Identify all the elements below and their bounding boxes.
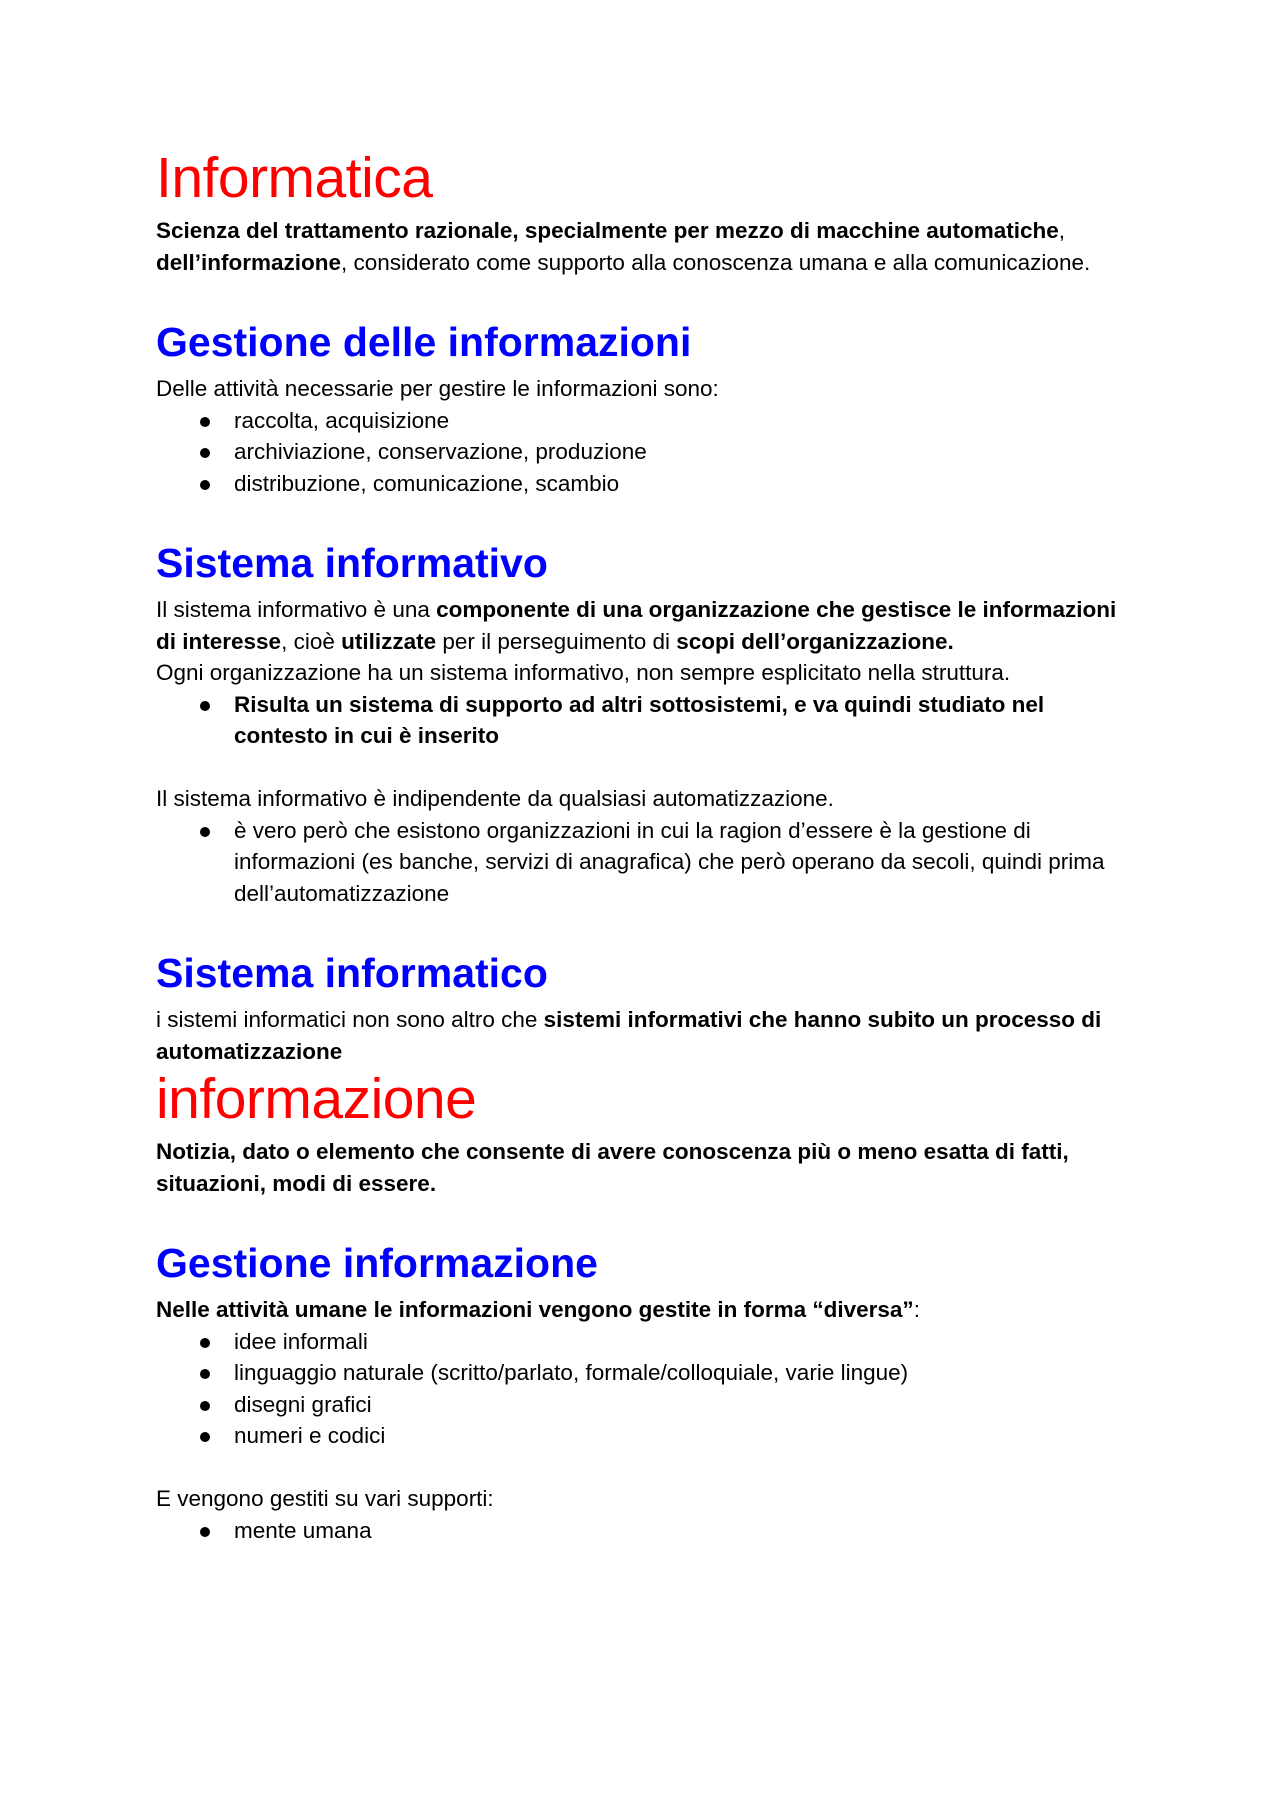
list-item: linguaggio naturale (scritto/parlato, formale/colloquiale, varie lingue) bbox=[234, 1357, 1136, 1389]
sistema-informativo-p2: Ogni organizzazione ha un sistema informativo, non sempre esplicitato nella struttura. bbox=[156, 660, 1011, 686]
supporti-intro: E vengono gestiti su vari supporti: bbox=[156, 1486, 494, 1512]
list-item: Risulta un sistema di supporto ad altri sottosistemi, e va quindi studiato nel contesto in cui è inserito bbox=[234, 689, 1136, 752]
sistema-informativo-list-1 bbox=[156, 689, 1136, 752]
gestione-informazione-intro: Nelle attività umane le informazioni vengono gestite in forma “diversa”: bbox=[156, 1297, 920, 1323]
list-item: è vero però che esistono organizzazioni in cui la ragion d’essere è la gestione di informazioni (es banche, servizi di anagrafica) che però operano da secoli, quindi prima dell’automatizzazione bbox=[234, 815, 1136, 910]
list-item: archiviazione, conservazione, produzione bbox=[234, 436, 1136, 468]
list-item: numeri e codici bbox=[234, 1420, 1136, 1452]
heading-gestione-informazione: Gestione informazione bbox=[156, 1240, 598, 1287]
heading-sistema-informativo: Sistema informativo bbox=[156, 540, 548, 587]
gestione-informazioni-list bbox=[156, 405, 1136, 500]
document-page bbox=[156, 146, 1136, 1546]
sistema-informativo-p3: Il sistema informativo è indipendente da qualsiasi automatizzazione. bbox=[156, 786, 834, 812]
sistema-informatico-p: i sistemi informatici non sono altro che sistemi informativi che hanno subito un processo di automatizzazione bbox=[156, 1007, 1102, 1064]
heading-sistema-informatico: Sistema informatico bbox=[156, 950, 548, 997]
informazione-definition: Notizia, dato o elemento che consente di avere conoscenza più o meno esatta di fatti, situazioni, modi di essere. bbox=[156, 1139, 1069, 1196]
list-item: mente umana bbox=[234, 1515, 1136, 1547]
sistema-informativo-list-2 bbox=[156, 815, 1136, 910]
supporti-list bbox=[156, 1515, 1136, 1547]
informatica-definition: Scienza del trattamento razionale, specialmente per mezzo di macchine automatiche, dell’informazione, considerato come supporto alla conoscenza umana e alla comunicazione. bbox=[156, 218, 1091, 275]
title-informazione: informazione bbox=[156, 1067, 477, 1132]
gestione-informazioni-intro: Delle attività necessarie per gestire le informazioni sono: bbox=[156, 376, 719, 402]
heading-gestione-informazioni: Gestione delle informazioni bbox=[156, 319, 692, 365]
list-item: disegni grafici bbox=[234, 1389, 1136, 1421]
gestione-informazione-list bbox=[156, 1326, 1136, 1452]
title-informatica: Informatica bbox=[156, 146, 433, 210]
sistema-informativo-p1: Il sistema informativo è una componente di una organizzazione che gestisce le informazioni di interesse, cioè utilizzate per il perseguimento di scopi dell’organizzazione. bbox=[156, 597, 1117, 654]
list-item: distribuzione, comunicazione, scambio bbox=[234, 468, 1136, 500]
list-item: idee informali bbox=[234, 1326, 1136, 1358]
list-item: raccolta, acquisizione bbox=[234, 405, 1136, 437]
